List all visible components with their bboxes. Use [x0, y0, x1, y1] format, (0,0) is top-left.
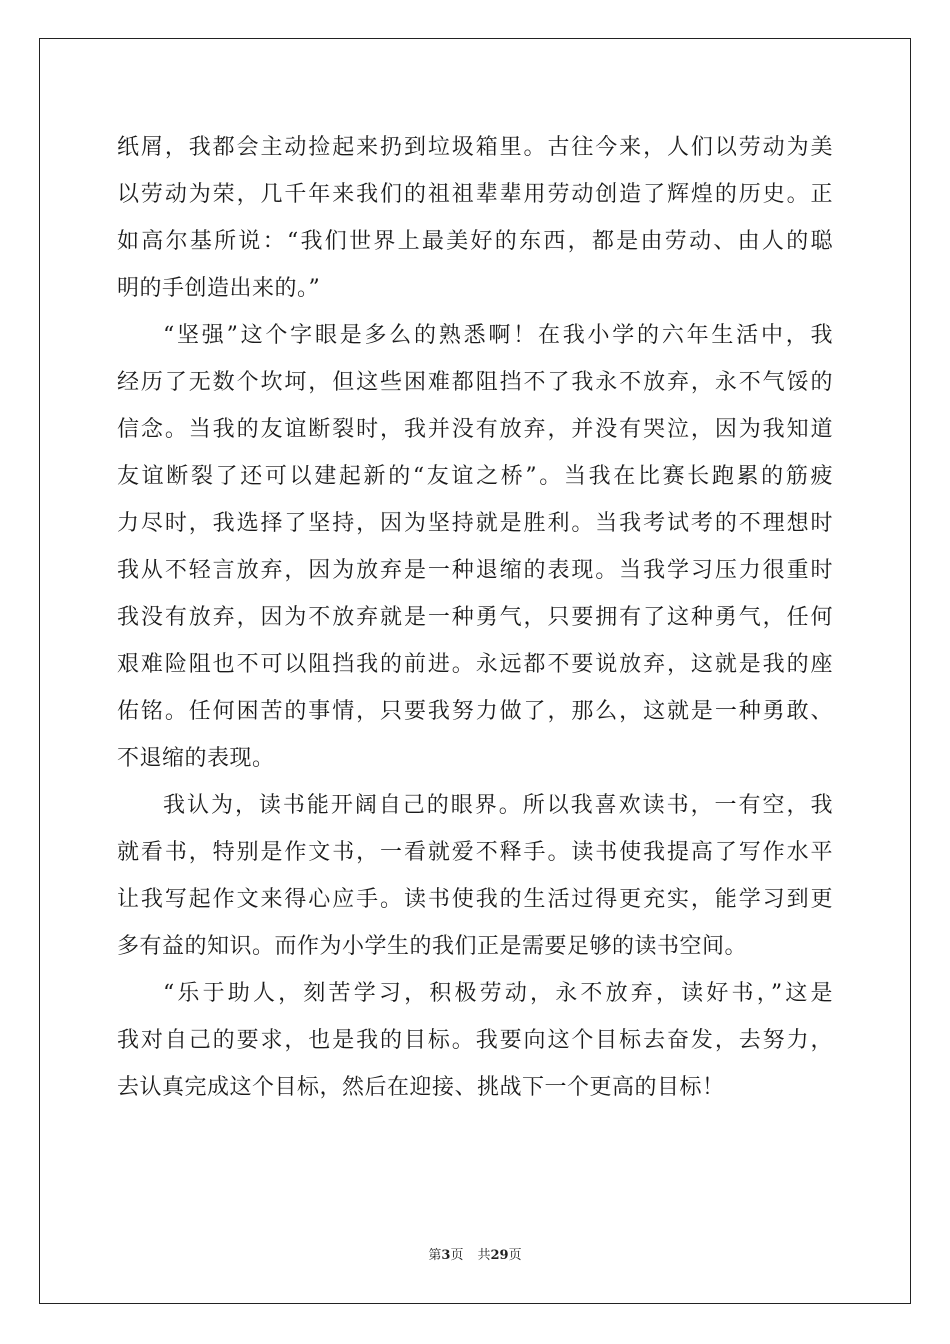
text-line: 艰难险阻也不可以阻挡我的前进。永远都不要说放弃，这就是我的座: [117, 652, 833, 677]
paragraph-first-line: “坚强”这个字眼是多么的熟悉啊！在我小学的六年生活中，我: [163, 323, 833, 348]
text-line: 力尽时，我选择了坚持，因为坚持就是胜利。当我考试考的不理想时: [117, 511, 833, 536]
total-prefix: 共: [477, 1248, 491, 1263]
text-line: 让我写起作文来得心应手。读书使我的生活过得更充实，能学习到更: [117, 887, 833, 912]
text-line: 如高尔基所说：“我们世界上最美好的东西，都是由劳动、由人的聪: [117, 229, 833, 254]
text-line: 不退缩的表现。: [117, 746, 275, 771]
total-pages: 29: [490, 1248, 509, 1263]
text-line: 纸屑，我都会主动捡起来扔到垃圾箱里。古往今来，人们以劳动为美: [117, 135, 833, 160]
text-line: 经历了无数个坎坷，但这些困难都阻挡不了我永不放弃，永不气馁的: [117, 370, 833, 395]
text-line: 以劳动为荣，几千年来我们的祖祖辈辈用劳动创造了辉煌的历史。正: [117, 182, 833, 207]
total-suffix: 页: [508, 1248, 522, 1263]
text-line: 信念。当我的友谊断裂时，我并没有放弃，并没有哭泣，因为我知道: [117, 417, 833, 442]
text-line: 明的手创造出来的。”: [117, 276, 321, 301]
text-line: 多有益的知识。而作为小学生的我们正是需要足够的读书空间。: [117, 934, 748, 959]
text-line: 友谊断裂了还可以建起新的“友谊之桥”。当我在比赛长跑累的筋疲: [117, 464, 833, 489]
document-body: [117, 124, 833, 1111]
text-line: 我没有放弃，因为不放弃就是一种勇气，只要拥有了这种勇气，任何: [117, 605, 833, 630]
text-line: 就看书，特别是作文书，一看就爱不释手。读书使我提高了写作水平: [117, 840, 833, 865]
text-line: 佑铭。任何困苦的事情，只要我努力做了，那么，这就是一种勇敢、: [117, 699, 833, 724]
paragraph-first-line: “乐于助人，刻苦学习，积极劳动，永不放弃，读好书，”这是: [163, 981, 833, 1006]
text-line: 我对自己的要求，也是我的目标。我要向这个目标去奋发，去努力，: [117, 1028, 833, 1053]
page-prefix: 第: [428, 1248, 442, 1263]
page-footer: [0, 1244, 950, 1263]
page-suffix: 页: [450, 1248, 464, 1263]
paragraph-first-line: 我认为，读书能开阔自己的眼界。所以我喜欢读书，一有空，我: [163, 793, 833, 818]
text-line: 去认真完成这个目标，然后在迎接、挑战下一个更高的目标！: [117, 1075, 725, 1100]
page-number: 3: [441, 1248, 451, 1263]
text-line: 我从不轻言放弃，因为放弃是一种退缩的表现。当我学习压力很重时: [117, 558, 833, 583]
